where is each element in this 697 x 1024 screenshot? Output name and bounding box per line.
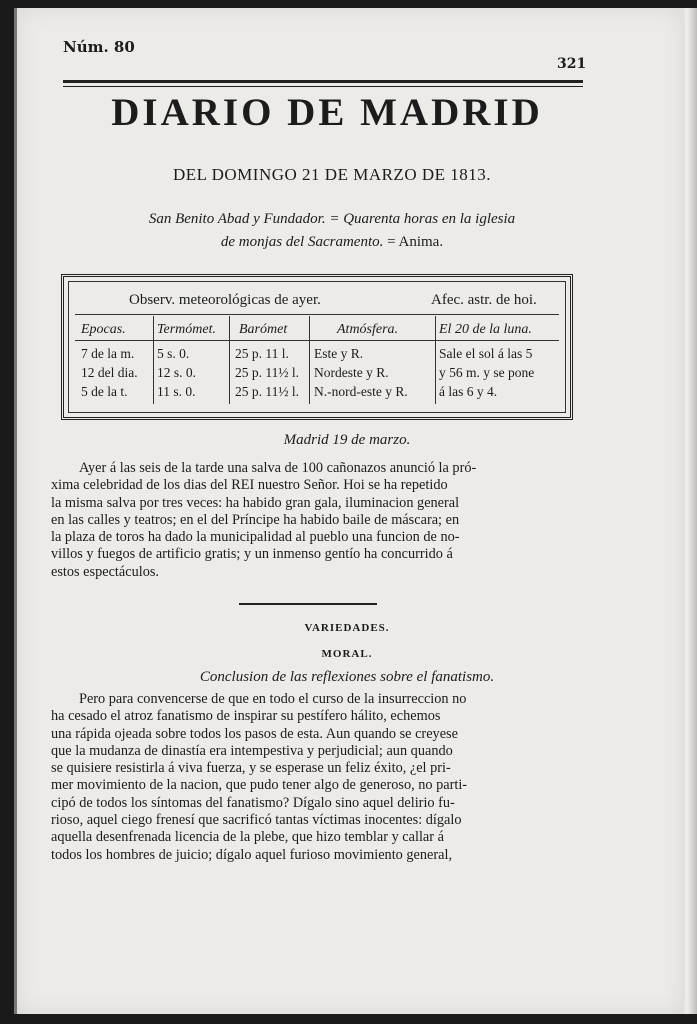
meteo-table (61, 274, 573, 420)
newspaper-page (14, 8, 683, 1014)
news-line: villos y fuegos de artificio gratis; y un inmenso gentío ha concurrido á (51, 546, 453, 563)
termometro-morning: 5 s. 0. (157, 346, 190, 361)
col-head-luna: El 20 de la luna. (439, 322, 532, 337)
barometro-cell (235, 344, 299, 401)
meteo-table-inner (68, 281, 566, 413)
masthead-title: DIARIO DE MADRID (111, 91, 543, 134)
dateline: DEL DOMINGO 21 DE MARZO DE 1813. (172, 165, 492, 184)
saints-line-2-rest: = Anima. (387, 234, 444, 250)
termometro-cell (157, 344, 196, 401)
news-line: xima celebridad de los dias del REI nuestro Señor. Hoi se ha repetido (51, 477, 448, 494)
news-paragraph (51, 460, 571, 581)
article-title: Conclusion de las reflexiones sobre el fanatismo. (199, 669, 495, 685)
col-head-atmosfera: Atmósfera. (337, 322, 399, 337)
col-head-epocas: Epocas. (81, 322, 126, 337)
atmosfera-afternoon: N.-nord-este y R. (314, 384, 408, 399)
col-head-barometro: Barómet (239, 322, 288, 337)
epoca-afternoon: 5 de la t. (81, 384, 128, 399)
article-line: Pero para convencerse de que en todo el curso de la insurreccion no (79, 691, 467, 707)
news-line: la plaza de toros ha dado la municipalidad al pueblo una funcion de no- (51, 529, 460, 546)
col-divider-3 (309, 316, 310, 404)
news-line: en las calles y teatros; en el del Príncipe ha habido baile de máscara; en (51, 511, 460, 528)
col-divider-2 (229, 316, 230, 404)
epoca-morning: 7 de la m. (81, 346, 135, 361)
col-head-termometro: Termómet. (157, 322, 216, 337)
astro-title: Afec. astr. de hoi. (431, 292, 537, 308)
article-line: ha cesado el atroz fanatismo de inspirar su pestífero hálito, echemos (51, 708, 441, 725)
meteo-title: Observ. meteorológicas de ayer. (129, 292, 321, 308)
article-line: aquella desenfrenada licencia de la plebe, que hizo temblar y callar á (51, 829, 444, 846)
issue-number: Núm. 80 (63, 38, 135, 56)
col-divider-4 (435, 316, 436, 404)
section-variedades: VARIEDADES. (304, 622, 390, 634)
atmosfera-cell (314, 344, 408, 401)
astro-line-3: á las 6 y 4. (439, 384, 498, 399)
page-number: 321 (557, 56, 587, 72)
article-paragraph (51, 691, 571, 864)
meteo-header-rule (75, 314, 559, 315)
epocas-cell (81, 344, 138, 401)
atmosfera-noon: Nordeste y R. (314, 365, 389, 380)
news-line: la misma salva por tres veces: ha habido gran gala, iluminacion general (51, 494, 460, 511)
atmosfera-morning: Este y R. (314, 346, 364, 361)
termometro-noon: 12 s. 0. (157, 365, 197, 380)
saints-line-1: San Benito Abad y Fundador. = Quarenta horas en la iglesia (148, 211, 516, 227)
saints-line-2-italic: de monjas del Sacramento. (220, 234, 384, 250)
termometro-afternoon: 11 s. 0. (157, 384, 196, 399)
news-line: estos espectáculos. (51, 563, 159, 580)
article-line: una rápida ojeada sobre todos los pasos de esta. Aun quando se creyese (51, 725, 458, 742)
news-line: Ayer á las seis de la tarde una salva de 100 cañonazos anunció la pró- (79, 460, 477, 476)
section-divider (239, 603, 377, 605)
astro-line-1: Sale el sol á las 5 (439, 346, 533, 361)
astro-cell (439, 344, 534, 401)
news-dateline: Madrid 19 de marzo. (283, 432, 411, 448)
col-divider-1 (153, 316, 154, 404)
barometro-morning: 25 p. 11 l. (235, 346, 289, 361)
section-moral: MORAL. (321, 648, 373, 660)
article-line: se quisiere resistirla á viva fuerza, y se esperase un feliz éxito, ¿el pri- (51, 760, 451, 777)
article-line: mer movimiento de la nacion, que pudo tener algo de generoso, no parti- (51, 777, 468, 794)
article-line: cipó de todos los síntomas del fanatismo? Dígalo sino aquel delirio fu- (51, 794, 455, 811)
article-line: que la mudanza de dinastía era intempestiva y perjudicial; aun quando (51, 742, 453, 759)
barometro-noon: 25 p. 11½ l. (235, 365, 299, 380)
masthead-rule (63, 80, 583, 83)
barometro-afternoon: 25 p. 11½ l. (235, 384, 299, 399)
saints-of-day (77, 208, 587, 254)
meteo-column-rule (75, 340, 559, 341)
masthead-rule-thin (63, 86, 583, 87)
astro-line-2: y 56 m. y se pone (439, 365, 535, 380)
article-line: rioso, aquel ciego frenesí que sacrificó tantas víctimas inocentes: dígalo (51, 812, 462, 829)
epoca-noon: 12 del dia. (81, 365, 138, 380)
article-line: todos los hombres de juicio; dígalo aquel furioso movimiento general, (51, 846, 453, 863)
